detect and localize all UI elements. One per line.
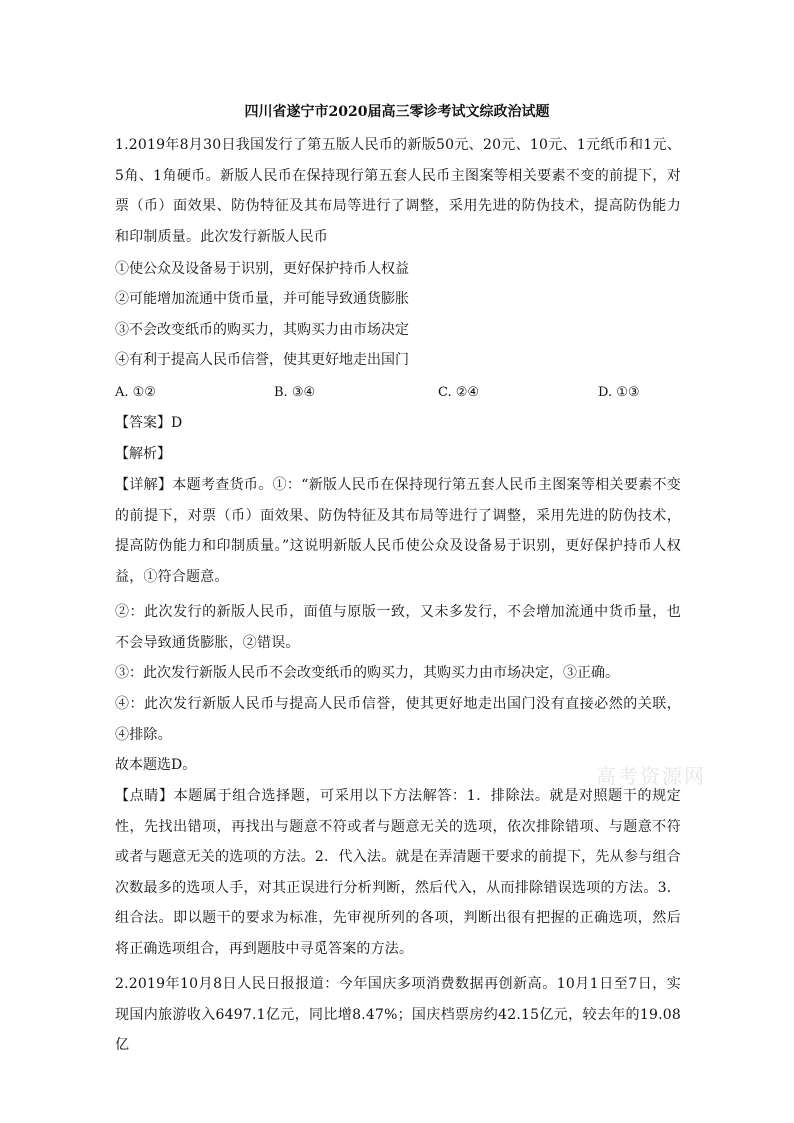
detail-paragraph: 【详解】本题考查货币。①：“新版人民币在保持现行第五套人民币主图案等相关要素不变的前提下，对票（币）面效果、防伪特征及其布局等进行了调整，采用先进的防伪技术，提高防伪能力和印制质量。”这说明新版人民币使公众及设备易于识别，更好保护持币人权益，①符合题意。 — [115, 477, 681, 585]
analysis-heading: 【解析】 — [115, 446, 171, 462]
option-a: A. ①② — [115, 385, 156, 400]
tip-paragraph: 【点睛】本题属于组合选择题，可采用以下方法解答：1．排除法。就是对照题干的规定性，先找出错项，再找出与题意不符或者与题意无关的选项，依次排除错项、与题意不符或者与题意无关的选项的方法。2．代入法。就是在弄清题干要求的前提下，先从参与组合次数最多的选项人手，对其正误进行分析判断，然后代入，从而排除错误选项的方法。3．组合法。即以题干的要求为标准，先审视所列的各项，判断出很有把握的正确选项，然后将正确选项组合，再到题肢中寻觅答案的方法。 — [115, 788, 681, 957]
analysis-point-4: ④：此次发行新版人民币与提高人民币信誉，使其更好地走出国门没有直接必然的关联，④排除。 — [115, 696, 681, 743]
option-d: D. ①③ — [598, 385, 640, 400]
question-1-item-1: ①使公众及设备易于识别，更好保护持币人权益 — [115, 261, 409, 277]
analysis-point-2: ②：此次发行的新版人民币，面值与原版一致，又未多发行，不会增加流通中货币量，也不会导致通货膨胀，②错误。 — [115, 604, 681, 651]
option-b: B. ③④ — [274, 385, 316, 400]
question-1-item-3: ③不会改变纸币的购买力，其购买力由市场决定 — [115, 322, 409, 338]
page-title: 四川省遂宁市2020届高三零诊考试文综政治试题 — [244, 104, 550, 120]
watermark: 高考资源网 — [596, 764, 706, 788]
question-1-stem: 1.2019年8月30日我国发行了第五版人民币的新版50元、20元、10元、1元纸币和1元、5角、1角硬币。新版人民币在保持现行第五套人民币主图案等相关要素不变的前提下，对票（币）面效果、防伪特征及其布局等进行了调整，采用先进的防伪技术，提高防伪能力和印制质量。此次发行新版人民币 — [115, 137, 681, 245]
question-2-stem: 2.2019年10月8日人民日报报道：今年国庆多项消费数据再创新高。10月1日至7日，实现国内旅游收入6497.1亿元，同比增8.47%；国庆档票房约42.15亿元，较去年的19.08亿 — [115, 976, 681, 1054]
option-c: C. ②④ — [438, 385, 480, 400]
question-1-item-2: ②可能增加流通中货币量，并可能导致通货膨胀 — [115, 291, 409, 307]
question-1-item-4: ④有利于提高人民币信誉，使其更好地走出国门 — [115, 352, 409, 368]
answer-label: 【答案】D — [115, 415, 183, 431]
analysis-point-3: ③：此次发行新版人民币不会改变纸币的购买力，其购买力由市场决定，③正确。 — [115, 665, 619, 681]
conclusion: 故本题选D。 — [115, 757, 197, 773]
